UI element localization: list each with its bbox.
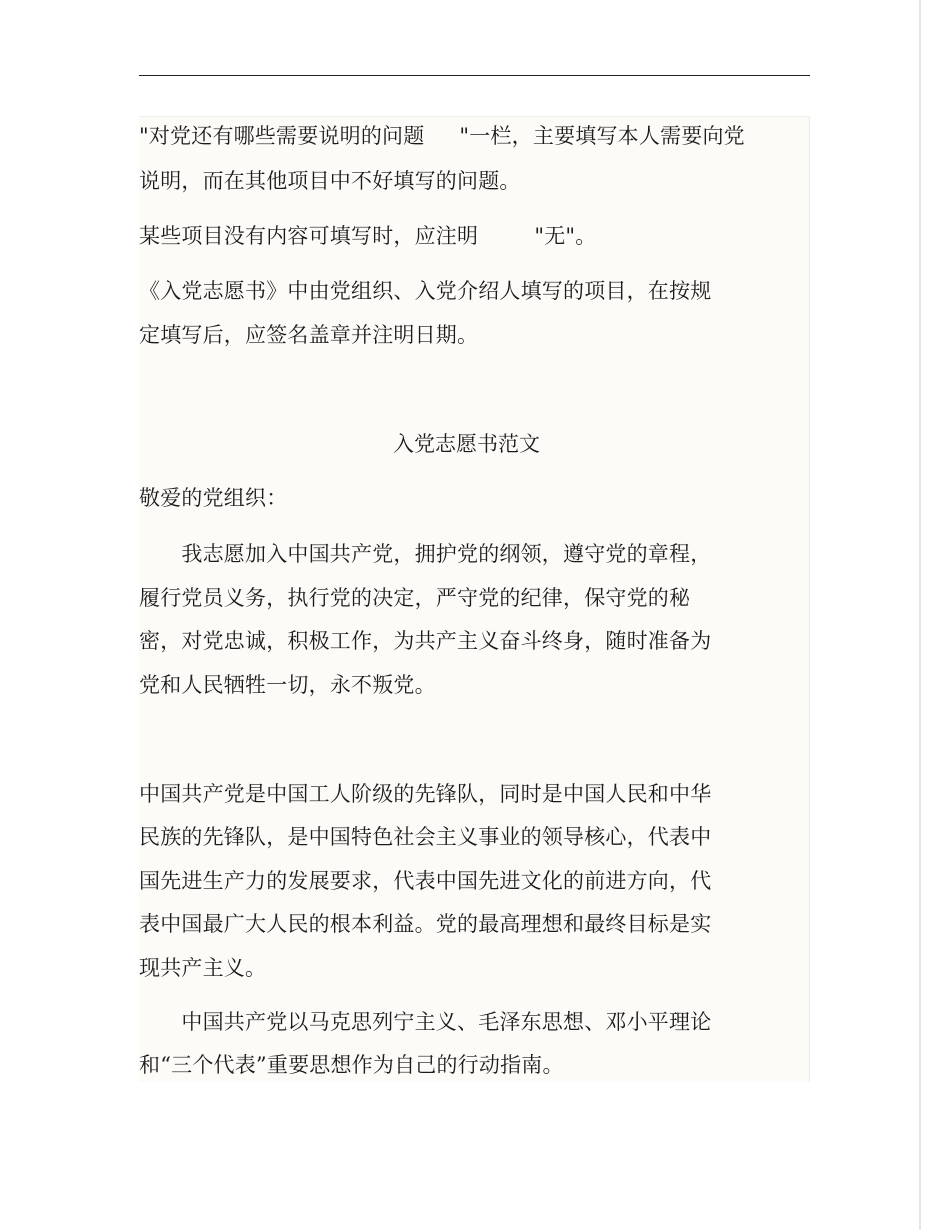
text-line: 我志愿加入中国共产党，拥护党的纲领，遵守党的章程， <box>139 542 712 566</box>
salutation: 敬爱的党组织： <box>139 486 288 510</box>
text-line: 《入党志愿书》中由党组织、入党介绍人填写的项目，在按规 <box>139 279 712 303</box>
text-line: 中国共产党是中国工人阶级的先锋队，同时是中国人民和中华 <box>139 782 712 806</box>
text-line: 定填写后，应签名盖章并注明日期。 <box>139 323 479 347</box>
text-line: 国先进生产力的发展要求，代表中国先进文化的前进方向，代 <box>139 869 712 893</box>
document-title: 入党志愿书范文 <box>393 432 540 456</box>
text-line: 党和人民牺牲一切，永不叛党。 <box>139 673 436 697</box>
text-line: 密，对党忠诚，积极工作，为共产主义奋斗终身，随时准备为 <box>139 629 712 653</box>
text-line: 中国共产党以马克思列宁主义、毛泽东思想、邓小平理论 <box>139 1010 712 1034</box>
text-line: 现共产主义。 <box>139 956 267 980</box>
text-line: 和“三个代表”重要思想作为自己的行动指南。 <box>139 1053 564 1077</box>
text-line: 民族的先锋队，是中国特色社会主义事业的领导核心，代表中 <box>139 825 712 849</box>
text-line: 说明，而在其他项目中不好填写的问题。 <box>139 169 521 193</box>
text-line: "对党还有哪些需要说明的问题 "一栏，主要填写本人需要向党 <box>139 124 745 148</box>
text-line: 某些项目没有内容可填写时，应注明 "无"。 <box>139 224 597 248</box>
header-rule <box>139 75 810 76</box>
page-edge <box>919 0 921 1230</box>
text-line: 表中国最广大人民的根本利益。党的最高理想和最终目标是实 <box>139 912 712 936</box>
text-line: 履行党员义务，执行党的决定，严守党的纪律，保守党的秘 <box>139 586 691 610</box>
